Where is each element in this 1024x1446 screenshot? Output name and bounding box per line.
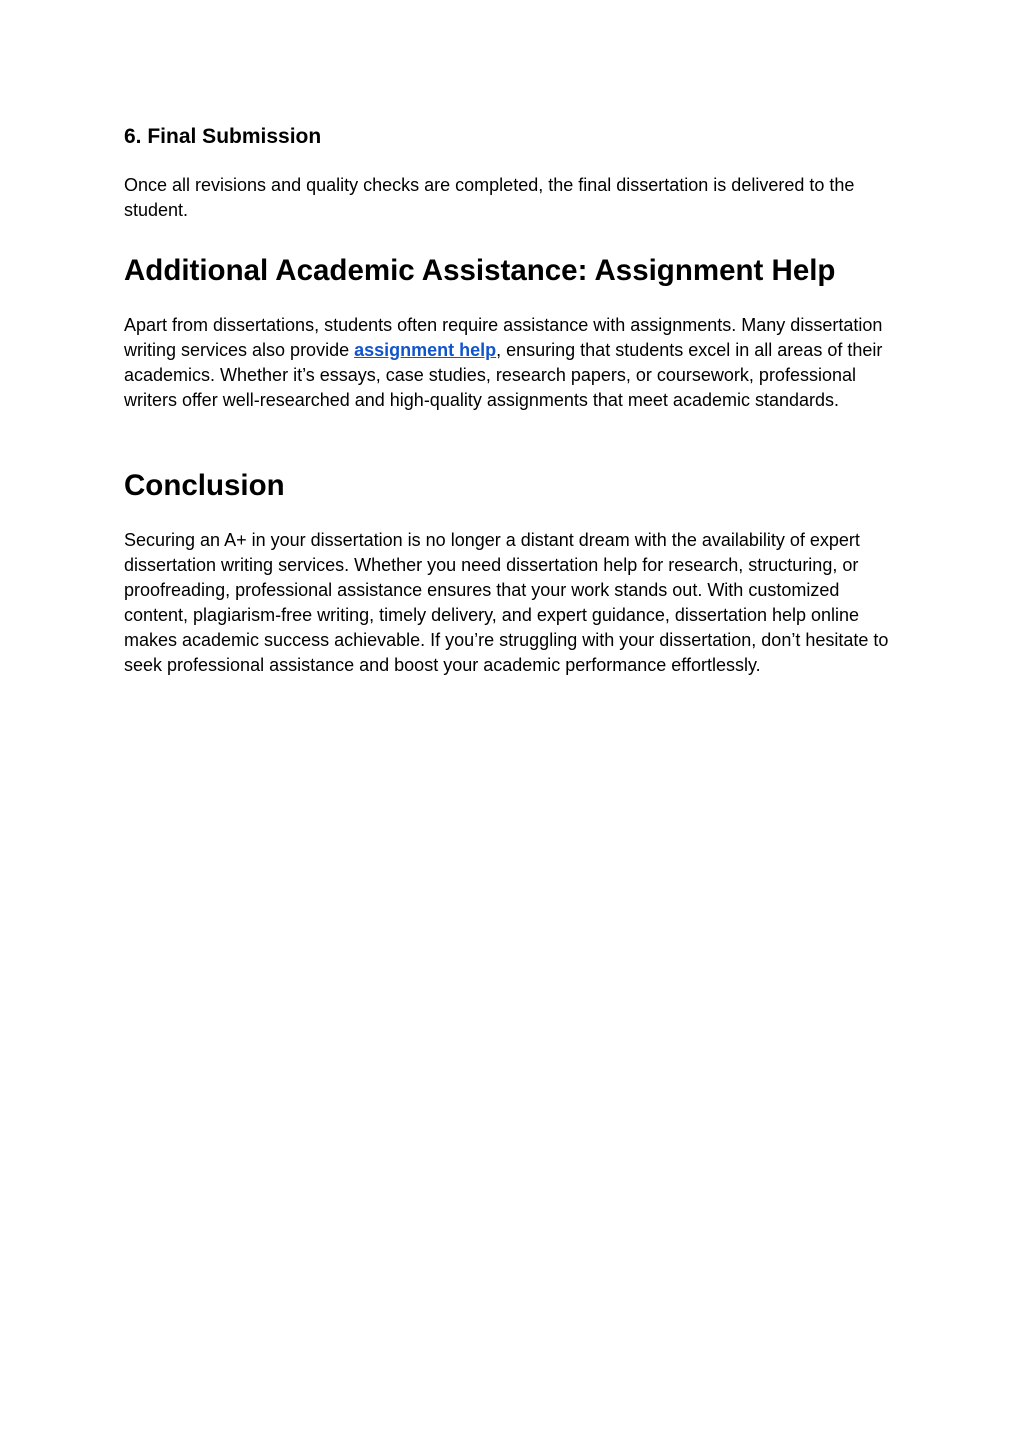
final-submission-paragraph: Once all revisions and quality checks are completed, the final dissertation is delivered to the student. — [124, 175, 855, 220]
conclusion-paragraph: Securing an A+ in your dissertation is no longer a distant dream with the availability of expert dissertation writing services. Whether you need dissertation help for research, structuring, or proofreading, professional assistance ensures that your work stands out. With customized content, plagiarism-free writing, timely delivery, and expert guidance, dissertation help online makes academic success achievable. If you’re struggling with your dissertation, don’t hesitate to seek professional assistance and boost your academic performance effortlessly. — [124, 530, 889, 675]
assignment-help-link[interactable]: assignment help — [354, 340, 497, 360]
paragraph-text-after-link: , ensuring that students excel in all areas of their academics. Whether it’s essays, case studies, research papers, or coursework, professional writers offer well-researched and high-quality assignments that meet academic standards. — [124, 340, 883, 410]
assignment-help-paragraph — [124, 313, 904, 413]
paragraph-text-before-link: Apart from dissertations, students often require assistance with assignments. Many dissertation writing services also provide — [124, 315, 883, 360]
section-heading-conclusion: Conclusion — [124, 469, 285, 502]
section-heading-additional-assistance: Additional Academic Assistance: Assignment Help — [124, 254, 836, 287]
section-heading-final-submission: 6. Final Submission — [124, 125, 322, 148]
